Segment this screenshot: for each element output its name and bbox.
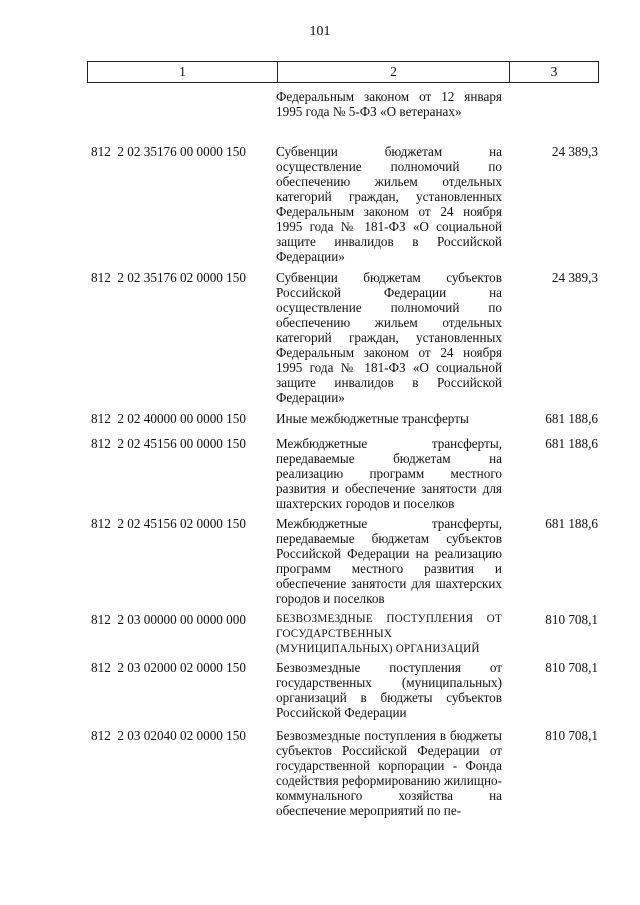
- row-code: 812 2 03 00000 00 0000 000: [91, 612, 246, 627]
- row-amount: 24 389,3: [551, 270, 598, 285]
- row-amount: 681 188,6: [545, 411, 598, 426]
- table-row: [87, 411, 599, 436]
- row-description: Субвенции бюджетам субъектов Российской Федерации на осуществление полномочий по обеспечению жильем отдельных категорий граждан, установленных Федеральным законом от 24 ноября 1995 года № 181-ФЗ «О социальной защите инвалидов в Российской Федерации»: [276, 270, 502, 405]
- table-row: [87, 436, 599, 516]
- row-code: 812 2 03 02040 02 0000 150: [91, 728, 246, 743]
- table-header: [87, 61, 599, 83]
- table-row: [87, 728, 599, 858]
- page-number: 101: [309, 24, 331, 39]
- row-amount: 681 188,6: [545, 436, 598, 451]
- header-col-1: 1: [88, 62, 278, 82]
- row-description: Межбюджетные трансферты, передаваемые бюджетам на реализацию программ местного развития и обеспечение занятости для шахтерских городов и поселков: [276, 436, 502, 511]
- table-row: [87, 89, 599, 144]
- row-code: 812 2 02 40000 00 0000 150: [91, 411, 246, 426]
- row-code: [87, 89, 276, 144]
- row-code: 812 2 02 35176 00 0000 150: [91, 144, 246, 159]
- table-row: [87, 612, 599, 660]
- row-amount: [502, 89, 599, 144]
- table-row: [87, 516, 599, 612]
- row-amount: 24 389,3: [551, 144, 598, 159]
- row-amount: 681 188,6: [545, 516, 598, 531]
- row-code: 812 2 03 02000 02 0000 150: [91, 660, 246, 675]
- table-row: [87, 144, 599, 270]
- row-code: 812 2 02 35176 02 0000 150: [91, 270, 246, 285]
- row-amount: 810 708,1: [545, 612, 598, 627]
- table-row: [87, 660, 599, 728]
- row-description: БЕЗВОЗМЕЗДНЫЕ ПОСТУПЛЕНИЯ ОТ ГОСУДАРСТВЕННЫХ (МУНИЦИПАЛЬНЫХ) ОРГАНИЗАЦИЙ: [276, 613, 502, 655]
- row-description: Безвозмездные поступления от государственных (муниципальных) организаций в бюджеты субъектов Российской Федерации: [276, 660, 502, 720]
- row-description: Федеральным законом от 12 января 1995 года № 5-ФЗ «О ветеранах»: [276, 89, 502, 119]
- row-code: 812 2 02 45156 02 0000 150: [91, 516, 246, 531]
- header-col-3: 3: [550, 64, 558, 79]
- row-amount: 810 708,1: [545, 728, 598, 743]
- table-row: [87, 270, 599, 411]
- row-code: 812 2 02 45156 00 0000 150: [91, 436, 246, 451]
- row-description: Иные межбюджетные трансферты: [276, 411, 469, 426]
- table-body: [87, 89, 599, 858]
- header-col-2: 2: [278, 62, 510, 82]
- row-description: Межбюджетные трансферты, передаваемые бюджетам субъектов Российской Федерации на реализацию программ местного развития и обеспечение занятости для шахтерских городов и поселков: [276, 516, 502, 606]
- row-amount: 810 708,1: [545, 660, 598, 675]
- row-description: Безвозмездные поступления в бюджеты субъектов Российской Федерации от государственной корпорации - Фонда содействия реформированию жилищно-коммунального хозяйства на обеспечение мероприятий по пе-: [276, 728, 502, 818]
- row-description: Субвенции бюджетам на осуществление полномочий по обеспечению жильем отдельных категорий граждан, установленных Федеральным законом от 24 ноября 1995 года № 181-ФЗ «О социальной защите инвалидов в Российской Федерации»: [276, 144, 502, 264]
